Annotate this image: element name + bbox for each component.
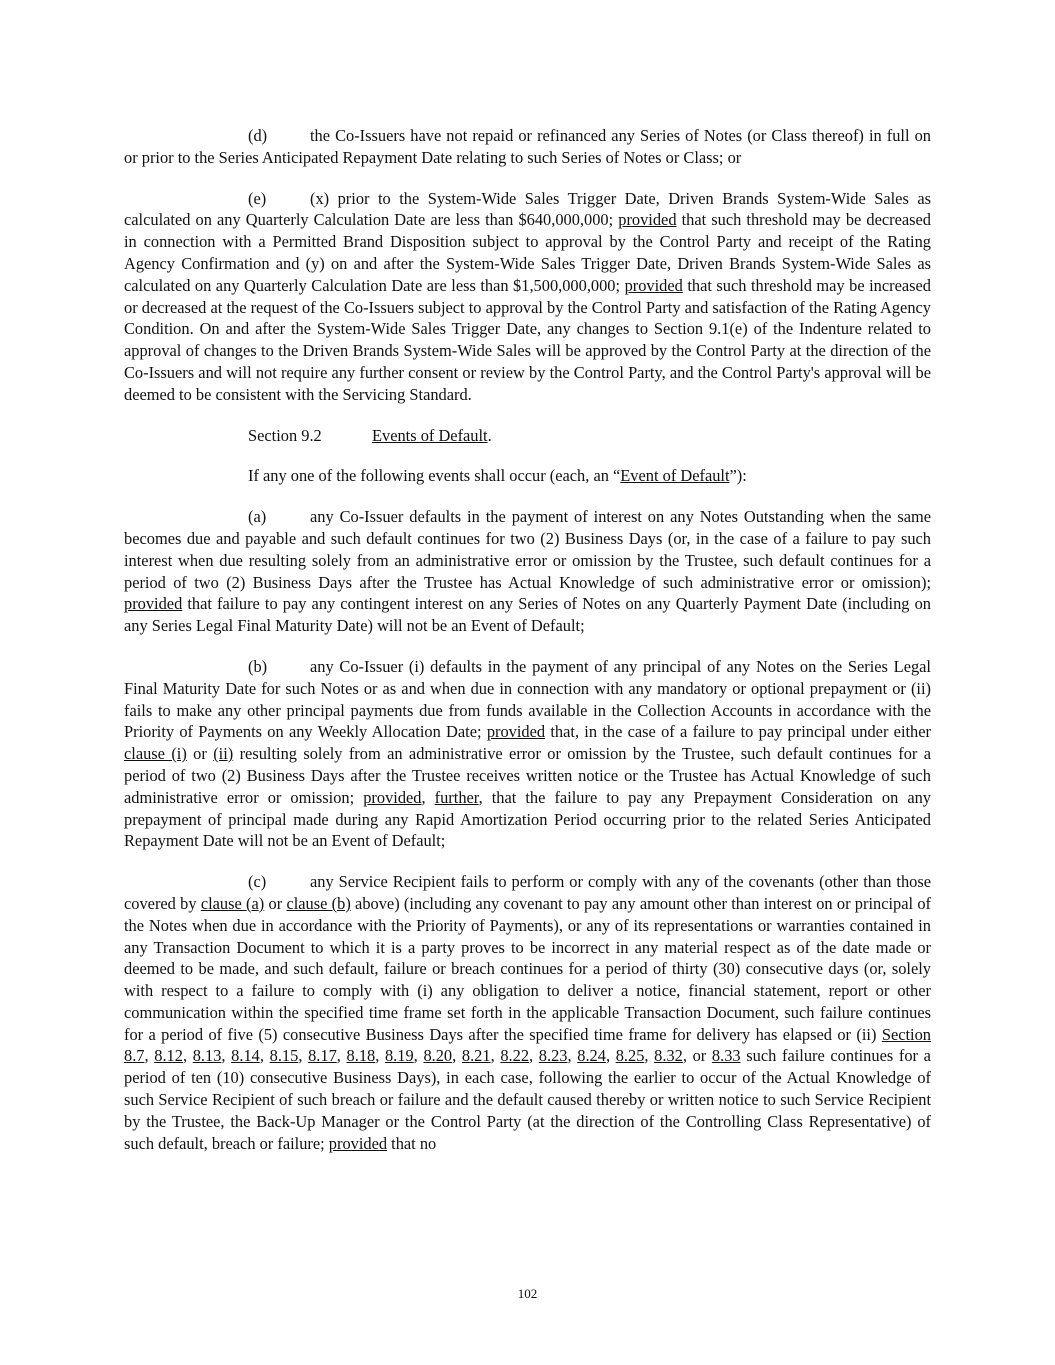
paragraph-text: that failure to pay any contingent interest on any Series of Notes on any Quarterly Payment Date (including on any Series Legal Final Maturity Date) will not be an Event of Default; bbox=[124, 594, 931, 636]
section-reference: 8.24 bbox=[577, 1046, 606, 1066]
section-reference: 8.17 bbox=[308, 1046, 337, 1066]
paragraph-text: that such threshold may be decreased in connection with a Permitted Brand Disposition subject to approval by the Control Party and receipt of the Rating Agency Confirmation and (y) on and after the System-Wide Sales Trigger Date, Driven Brands System-Wide Sales as calculated on any Quarterly Calculation Date are less than $1,500,000,000; bbox=[124, 210, 931, 295]
paragraph-text: or bbox=[264, 893, 287, 913]
clause-reference: (ii) bbox=[213, 744, 234, 764]
paragraph-text: the Co-Issuers have not repaid or refinanced any Series of Notes (or Class thereof) in full on or prior to the Series Anticipated Repayment Date relating to such Series of Notes or Class; or bbox=[124, 126, 931, 167]
section-reference: 8.19 bbox=[384, 1046, 414, 1066]
separator: , bbox=[259, 1046, 270, 1066]
section-reference: Section 8.7 bbox=[124, 1024, 931, 1066]
paragraph-d bbox=[124, 125, 931, 169]
clause-reference: clause (b) bbox=[286, 893, 351, 913]
separator: , bbox=[182, 1046, 193, 1066]
separator: , bbox=[529, 1046, 539, 1066]
paragraph-text: such failure continues for a period of ten (10) consecutive Business Days), in each case, following the earlier to occur of the Actual Knowledge of such Service Recipient of such breach or failure and the default caused thereby or written notice to such Service Recipient by the Trustee, the Back-Up Manager or the Control Party (at the direction of the Controlling Class Representative) of such default, breach or failure; bbox=[124, 1046, 931, 1153]
underlined-term: provided bbox=[486, 722, 546, 742]
section-reference: 8.25 bbox=[615, 1046, 645, 1066]
section-reference: 8.21 bbox=[461, 1046, 491, 1066]
underlined-term: provided bbox=[124, 594, 183, 614]
clause-reference: clause (a) bbox=[200, 893, 265, 913]
paragraph-label: (d) bbox=[248, 126, 268, 145]
paragraph-text: any Co-Issuer (i) defaults in the payment of any principal of any Notes on the Series Legal Final Maturity Date for such Notes or as and when due in connection with any mandatory or optional prepayment or (ii) fails to make any other principal payments due from funds available in the Collection Accounts in accordance with the Priority of Payments on any Weekly Allocation Date; bbox=[124, 656, 931, 742]
paragraph-a bbox=[124, 506, 931, 637]
paragraph-text: ”): bbox=[729, 466, 747, 486]
separator: , bbox=[298, 1046, 309, 1066]
section-title-period: . bbox=[487, 425, 492, 445]
separator: , bbox=[567, 1046, 578, 1066]
paragraph-text: (x) prior to the System-Wide Sales Trigger Date, Driven Brands System-Wide Sales as calculated on any Quarterly Calculation Date are less than $640,000,000; bbox=[124, 188, 931, 230]
separator: , bbox=[221, 1046, 232, 1066]
underlined-term: provided bbox=[624, 275, 683, 295]
section-reference: 8.23 bbox=[538, 1046, 568, 1066]
separator: , bbox=[490, 1046, 501, 1066]
section-reference: 8.32 bbox=[654, 1046, 683, 1066]
section-reference: 8.15 bbox=[269, 1046, 299, 1066]
clause-reference: clause (i) bbox=[124, 744, 187, 764]
document-body bbox=[124, 125, 931, 1173]
section-reference: 8.20 bbox=[423, 1046, 453, 1066]
separator: , bbox=[336, 1046, 347, 1066]
paragraph-text: above) (including any covenant to pay any amount other than interest on or principal of the Notes when due in accordance with the Priority of Payments), or any of its representations or warranties contained in any Transaction Document to which it is a party proves to be incorrect in any material respect as of the date made or deemed to be made, and such default, failure or breach continues for a period of thirty (30) consecutive days (or, solely with respect to a failure to comply with (i) any obligation to deliver a notice, financial statement, report or other communication within the specified time frame set forth in the applicable Transaction Document, such failure continues for a period of five (5) consecutive Business Days after the specified time frame for delivery has elapsed or (ii) bbox=[124, 893, 931, 1044]
paragraph-text: that such threshold may be increased or decreased at the request of the Co-Issuers subject to approval by the Control Party and satisfaction of the Rating Agency Condition. On and after the System-Wide Sales Trigger Date, any changes to Section 9.1(e) of the Indenture related to approval of changes to the Driven Brands System-Wide Sales will be approved by the Control Party at the direction of the Co-Issuers and will not require any further consent or review by the Control Party, and the Control Party's approval will be deemed to be consistent with the Servicing Standard. bbox=[124, 275, 931, 404]
section-heading bbox=[124, 425, 931, 447]
underlined-term: provided bbox=[328, 1133, 388, 1153]
underlined-term: provided bbox=[363, 787, 422, 807]
paragraph-label: (c) bbox=[248, 872, 267, 892]
paragraph-e bbox=[124, 188, 931, 406]
section-reference: 8.18 bbox=[346, 1046, 376, 1066]
section-reference: 8.13 bbox=[192, 1046, 222, 1066]
intro-paragraph bbox=[124, 465, 931, 487]
section-title: Events of Default bbox=[372, 425, 488, 445]
page-number: 102 bbox=[517, 1286, 538, 1301]
paragraph-text: or bbox=[186, 744, 214, 764]
separator: , bbox=[413, 1046, 424, 1066]
paragraph-text: any Service Recipient fails to perform or comply with any of the covenants (other than those covered by bbox=[124, 872, 931, 913]
underlined-term: further bbox=[434, 787, 479, 807]
section-reference: 8.12 bbox=[154, 1046, 183, 1066]
paragraph-text: , bbox=[421, 787, 435, 807]
paragraph-text: If any one of the following events shall occur (each, an “ bbox=[248, 466, 621, 486]
separator: , bbox=[452, 1046, 462, 1066]
paragraph-text: resulting solely from an administrative error or omission by the Trustee, such default continues for a period of two (2) Business Days after the Trustee receives written notice or the Trustee has Actual Knowledge of such administrative error or omission; bbox=[124, 744, 931, 807]
paragraph-b bbox=[124, 656, 931, 852]
separator: , bbox=[144, 1046, 155, 1066]
paragraph-text: that no bbox=[387, 1133, 437, 1153]
section-number: Section 9.2 bbox=[248, 425, 322, 445]
paragraph-text: , that the failure to pay any Prepayment Consideration on any prepayment of principal made during any Rapid Amortization Period occurring prior to the related Series Anticipated Repayment Date will not be an Event of Default; bbox=[124, 787, 931, 851]
separator: , or bbox=[682, 1046, 712, 1066]
separator: , bbox=[605, 1046, 616, 1066]
section-reference: 8.22 bbox=[500, 1046, 530, 1066]
section-reference: 8.33 bbox=[711, 1046, 741, 1066]
paragraph-label: (b) bbox=[248, 656, 268, 676]
section-reference: 8.14 bbox=[231, 1046, 260, 1066]
underlined-term: provided bbox=[618, 210, 677, 230]
paragraph-text: that, in the case of a failure to pay principal under either bbox=[545, 722, 931, 742]
paragraph-label: (e) bbox=[248, 188, 267, 208]
paragraph-text: any Co-Issuer defaults in the payment of interest on any Notes Outstanding when the same becomes due and payable and such default continues for two (2) Business Days (or, in the case of a failure to pay such interest when due resulting solely from an administrative error or omission by the Trustee, such default continues for a period of two (2) Business Days after the Trustee has Actual Knowledge of such administrative error or omission); bbox=[124, 507, 931, 592]
paragraph-c bbox=[124, 871, 931, 1154]
defined-term: Event of Default bbox=[620, 466, 730, 486]
paragraph-label: (a) bbox=[248, 507, 267, 527]
separator: , bbox=[375, 1046, 385, 1066]
separator: , bbox=[644, 1046, 655, 1066]
